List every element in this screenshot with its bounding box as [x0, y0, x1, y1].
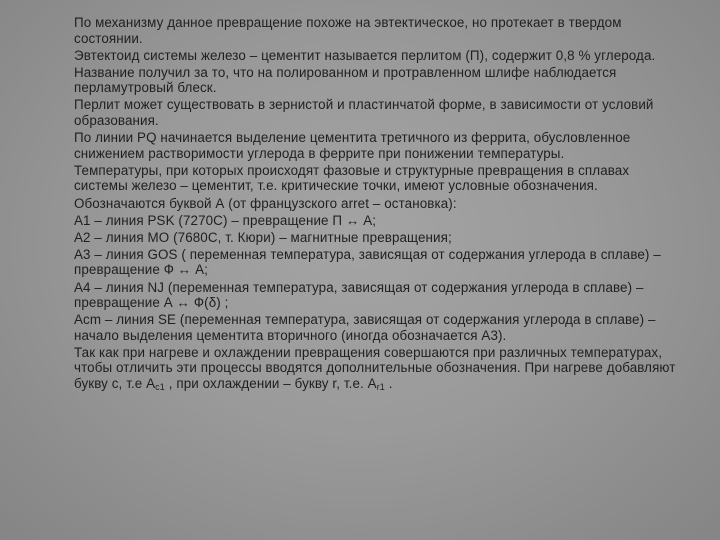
paragraph-12: Аcm – линия SE (переменная температура, зависящая от содержания углерода в сплаве) – начало выделения цементита вторичного (иногда обозначается А3). [74, 312, 656, 343]
paragraph-13 [74, 345, 686, 392]
paragraph-3: Название получил за то, что на полированном и протравленном шлифе наблюдается перламутровый блеск. [74, 64, 617, 96]
paragraph-13-text-after: . [384, 376, 393, 392]
paragraph-10: А3 – линия GOS ( переменная температура, зависящая от содержания углерода в сплаве) – превращение Ф ↔ А; [74, 246, 661, 278]
paragraph-7: Обозначаются буквой А (от французского arret – остановка): [74, 195, 457, 211]
paragraph-13-text-middle: , при охлаждении – букву r, т.е. А [164, 376, 377, 392]
paragraph-2: Эвтектоид системы железо – цементит называется перлитом (П), содержит 0,8 % углерода. [74, 47, 656, 63]
paragraph-1: По механизму данное превращение похоже на эвтектическое, но протекает в твердом состоянии. [74, 15, 622, 46]
subscript-c1: с1 [155, 382, 165, 393]
slide-text-body [74, 15, 686, 393]
paragraph-11: А4 – линия NJ (переменная температура, зависящая от содержания углерода в сплаве) – превращение А ↔ Ф(δ) ; [74, 279, 644, 311]
paragraph-5: По линии PQ начинается выделение цементита третичного из феррита, обусловленное снижением растворимости углерода в феррите при понижении температуры. [74, 130, 631, 161]
paragraph-13-text-before: Так как при нагреве и охлаждении превращения совершаются при различных температурах, чтобы отличить эти процессы вводятся дополнительные обозначения. При нагреве добавляют букву с, т.е А [74, 344, 676, 392]
paragraph-9: А2 – линия МО (7680С, т. Кюри) – магнитные превращения; [74, 229, 452, 245]
paragraph-4: Перлит может существовать в зернистой и пластинчатой форме, в зависимости от условий образования. [74, 97, 654, 129]
paragraph-8: А1 – линия PSK (7270С) – превращение П ↔ А; [74, 212, 377, 228]
paragraph-6: Температуры, при которых происходят фазовые и структурные превращения в сплавах системы железо – цементит, т.е. критические точки, имеют условные обозначения. [74, 162, 630, 194]
subscript-r1: r1 [376, 382, 385, 393]
